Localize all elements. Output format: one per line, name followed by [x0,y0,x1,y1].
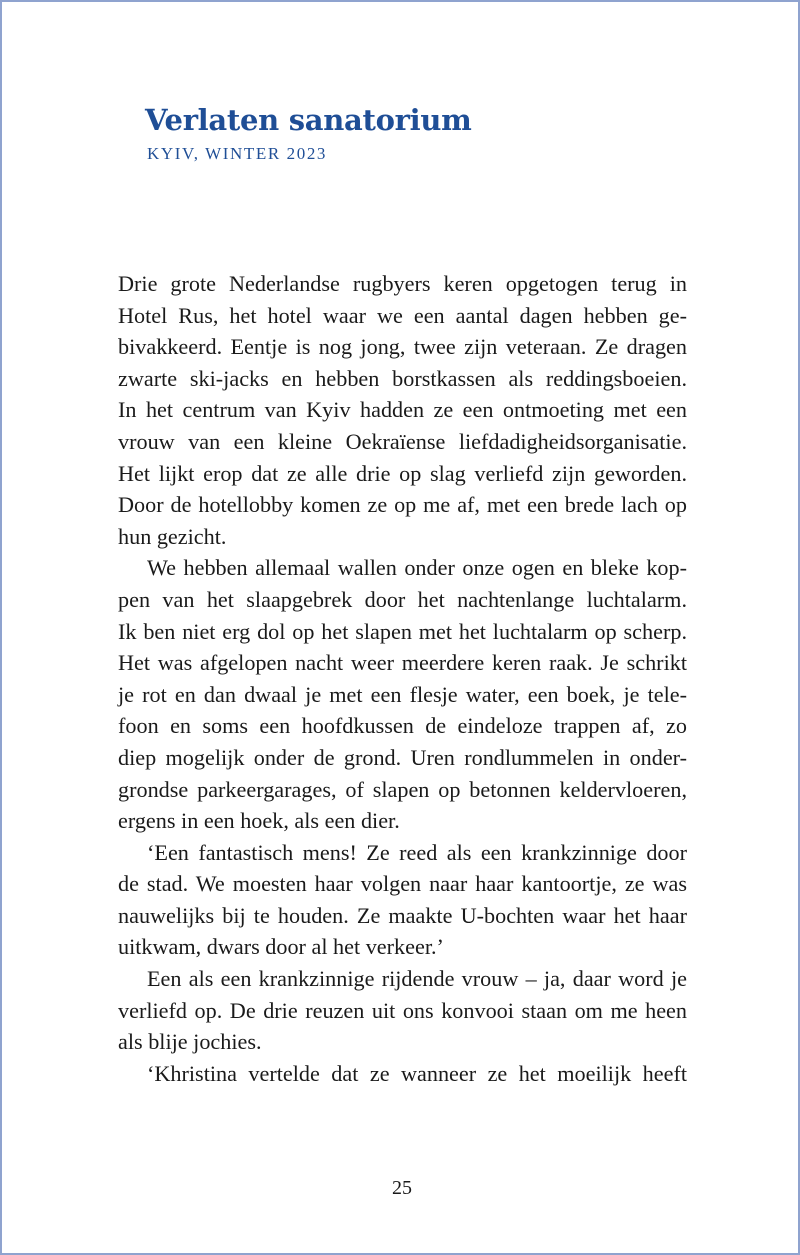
paragraph [118,963,687,1058]
text-line: Drie grote Nederlandse rugbyers keren opgetogen terug in [118,271,687,296]
text-line: zwarte ski-jacks en hebben borstkassen als reddingsboeien. [118,365,687,391]
paragraph [118,1058,687,1090]
text-line: Het lijkt erop dat ze alle drie op slag verliefd zijn geworden. [118,460,687,486]
text-line: Door de hotellobby komen ze op me af, met een brede lach op [118,492,687,518]
text-line: ergens in een hoek, als een dier. [118,808,400,834]
text-line: Hotel Rus, het hotel waar we een aantal dagen hebben ge- [118,302,687,328]
text-line: pen van het slaapgebrek door het nachtenlange luchtalarm. [118,586,687,612]
text-line: Ik ben niet erg dol op het slapen met het luchtalarm op scherp. [118,618,687,644]
paragraph [118,268,687,552]
text-line: je rot en dan dwaal je met een flesje water, een boek, je tele- [118,681,687,707]
text-line: In het centrum van Kyiv hadden ze een ontmoeting met een [118,397,687,423]
text-line: Het was afgelopen nacht weer meerdere keren raak. Je schrikt [118,650,687,676]
text-line: nauwelijks bij te houden. Ze maakte U-bochten waar het haar [118,902,687,928]
text-line: als blije jochies. [118,1029,262,1055]
text-line: ‘Khristina vertelde dat ze wanneer ze het moeilijk heeft [147,1060,687,1086]
text-line: hun gezicht. [118,523,227,549]
page-number: 25 [392,1177,412,1199]
text-line: We hebben allemaal wallen onder onze ogen en bleke kop- [147,555,687,581]
text-line: Een als een krankzinnige rijdende vrouw – ja, daar word je [147,966,687,992]
text-line: uitkwam, dwars door al het verkeer.’ [118,934,444,960]
body-text [118,268,687,1089]
text-line: de stad. We moesten haar volgen naar haar kantoortje, ze was [118,871,687,897]
paragraph [118,837,687,963]
text-line: verliefd op. De drie reuzen uit ons konvooi staan om me heen [118,997,687,1023]
text-line: vrouw van een kleine Oekraïense liefdadigheidsorganisatie. [118,428,687,454]
chapter-subtitle: KYIV, WINTER 2023 [147,144,328,163]
text-line: bivakkeerd. Eentje is nog jong, twee zijn veteraan. Ze dragen [118,334,687,360]
text-line: grondse parkeergarages, of slapen op betonnen keldervloeren, [118,776,687,802]
text-line: ‘Een fantastisch mens! Ze reed als een krankzinnige door [147,839,687,865]
text-line: diep mogelijk onder de grond. Uren rondlummelen in onder- [118,744,687,770]
paragraph [118,552,687,836]
text-line: foon en soms een hoofdkussen de eindeloze trappen af, zo [118,713,687,739]
chapter-title: Verlaten sanatorium [145,103,472,137]
